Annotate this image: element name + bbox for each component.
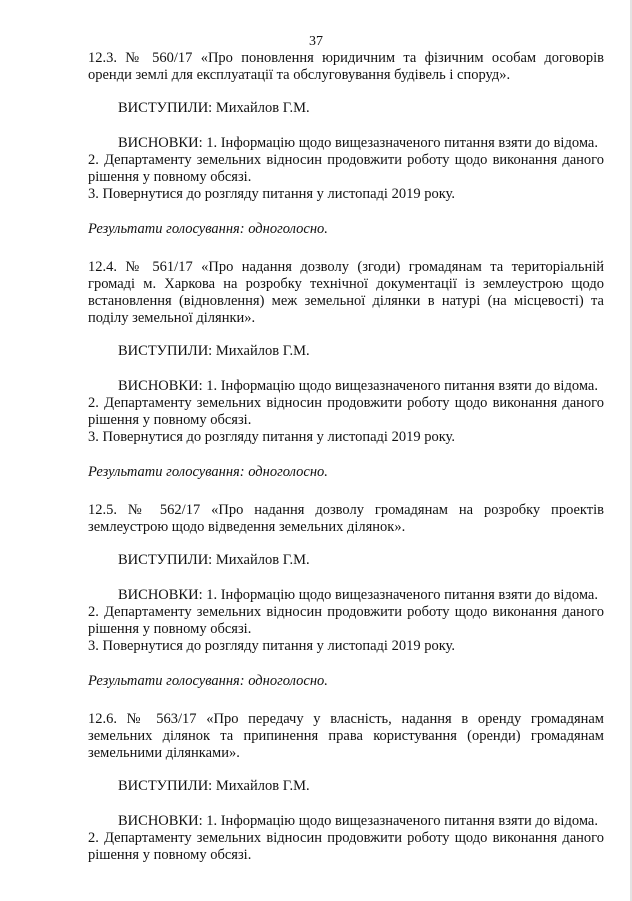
voting-result: Результати голосування: одноголосно. <box>88 464 328 480</box>
voting-result: Результати голосування: одноголосно. <box>88 673 328 689</box>
agenda-item-12-5 <box>88 502 604 690</box>
speakers-line: ВИСТУПИЛИ: Михайлов Г.М. <box>118 343 310 359</box>
conclusion-item: 3. Повернутися до розгляду питання у листопаді 2019 року. <box>88 429 455 445</box>
agenda-item-12-6 <box>88 711 604 864</box>
agenda-item-12-4 <box>88 259 604 481</box>
agenda-item-heading: 12.3. № 560/17 «Про поновлення юридичним та фізичним особам договорів оренди землі для експлуатації та обслуговування будівель і споруд». <box>88 50 604 83</box>
conclusion-item: ВИСНОВКИ: 1. Інформацію щодо вищезазначеного питання взяти до відома. <box>118 587 598 603</box>
conclusion-item: 2. Департаменту земельних відносин продовжити роботу щодо виконання даного рішення у повному обсязі. <box>88 604 604 637</box>
page-number: 37 <box>309 34 323 49</box>
document-body <box>88 50 604 864</box>
conclusion-item: 2. Департаменту земельних відносин продовжити роботу щодо виконання даного рішення у повному обсязі. <box>88 152 604 185</box>
conclusion-item: 3. Повернутися до розгляду питання у листопаді 2019 року. <box>88 186 455 202</box>
conclusion-item: ВИСНОВКИ: 1. Інформацію щодо вищезазначеного питання взяти до відома. <box>118 378 598 394</box>
conclusion-item: ВИСНОВКИ: 1. Інформацію щодо вищезазначеного питання взяти до відома. <box>118 135 598 151</box>
agenda-item-heading: 12.4. № 561/17 «Про надання дозволу (згоди) громадянам та територіальній громаді м. Харкова на розробку технічної документації із землеустрою щодо встановлення (відновлення) меж земельної ділянки в натурі (на місцевості) та поділу земельної ділянки». <box>88 259 604 326</box>
conclusions-block <box>88 135 604 203</box>
conclusion-item: 2. Департаменту земельних відносин продовжити роботу щодо виконання даного рішення у повному обсязі. <box>88 395 604 428</box>
conclusion-item: 2. Департаменту земельних відносин продовжити роботу щодо виконання даного рішення у повному обсязі. <box>88 830 604 863</box>
voting-result: Результати голосування: одноголосно. <box>88 221 328 237</box>
conclusions-block <box>88 813 604 864</box>
speakers-line: ВИСТУПИЛИ: Михайлов Г.М. <box>118 100 310 116</box>
conclusions-block <box>88 587 604 655</box>
conclusion-item: ВИСНОВКИ: 1. Інформацію щодо вищезазначеного питання взяти до відома. <box>118 813 598 829</box>
agenda-item-heading: 12.6. № 563/17 «Про передачу у власність, надання в оренду громадянам земельних ділянок та припинення права користування (оренди) громадянам земельними ділянками». <box>88 711 604 761</box>
agenda-item-heading: 12.5. № 562/17 «Про надання дозволу громадянам на розробку проектів землеустрою щодо відведення земельних ділянок». <box>88 502 604 535</box>
agenda-item-12-3 <box>88 50 604 238</box>
conclusion-item: 3. Повернутися до розгляду питання у листопаді 2019 року. <box>88 638 455 654</box>
speakers-line: ВИСТУПИЛИ: Михайлов Г.М. <box>118 552 310 568</box>
conclusions-block <box>88 378 604 446</box>
speakers-line: ВИСТУПИЛИ: Михайлов Г.М. <box>118 778 310 794</box>
